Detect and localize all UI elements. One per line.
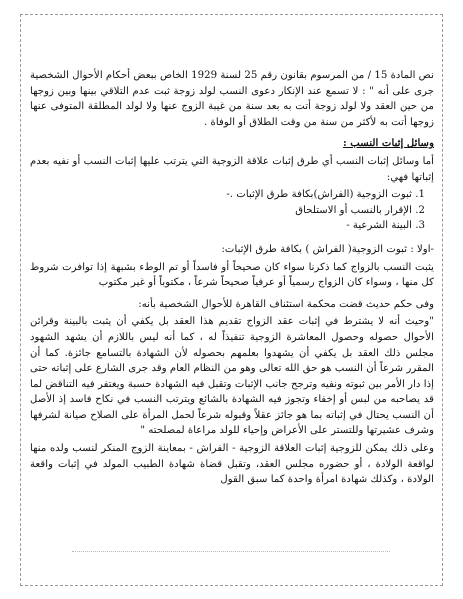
- footer-divider: [72, 551, 390, 552]
- means-item: 3. البينة الشرعية -: [30, 218, 412, 234]
- court-quote-paragraph: "وحيث أنه لا يشترط في إثبات عقد الزواج تقديم هذا العقد بل يكفي أن يثبت بالبينة وقرائن الأحوال حصوله وحصول المعاشرة الزوجية تنفيذاً له ، كما أنه ليس باللازم أن يشهد الشهود مجلس ذلك العقد بل يكفي أن يشهدوا بعلمهم بحصوله لأن الشهادة بالتسامع جائزة. كما أن المقرر شرعاً أن النسب هو حق الله تعالى وهو من النظام العام وقد جرى الشارع على إثباته حتى إذا دار الأمر بين ثبوته ونفيه وترجح جانب الإثبات وتقبل فيه الشهادة حسبة ويغتفر فيه التناقض لما قد يصاحبه من لبس أو إخفاء وتجوز فيه الشهادة بالشائع ويترتب النسب في نكاح فاسد إذ الأصل أن النسب يحتال في إثباته بما هو جائز عقلاً وقبوله شرعاً لحمل المرأة على الصلاح صيانة لشرفها وشرف عشيرتها وللتستر على الأعراض وإحياء للولد مراعاة لمصلحته ": [30, 316, 434, 437]
- means-item: 2. الإقرار بالنسب أو الاستلحاق: [30, 203, 412, 219]
- first-body-paragraph: يثبت النسب بالزواج كما ذكرنا سواء كان صحيحاً أو فاسداً أو تم الوطء بشبهة إذا توافرت شروط كل منها ، وسواء كان الزواج رسمياً أو عرفياً صحيحاً شرعاً ، مكتوباً أو غير مكتوب: [30, 261, 434, 289]
- intro-paragraph: نص المادة 15 / من المرسوم بقانون رقم 25 لسنة 1929 الخاص ببعض أحكام الأحوال الشخصية جرى على أنه " : لا تسمع عند الإنكار دعوى النسب لولد زوجة ثبت عدم التلاقي بينها وبين زوجها من حين العقد ولا لولد زوجة أتت به بعد سنة من غيبة الزوج عنها ولا لولد المطلقة المتوفى عنها زوجها أتت به لأكثر من سنة من وقت الطلاق أو الوفاة .: [30, 70, 434, 128]
- first-subheading: -اولا : ثبوت الزوجية( الفراش ) بكافة طرق الإثبات:: [221, 243, 434, 255]
- document-body: [30, 68, 434, 490]
- closing-paragraph: وعلى ذلك يمكن للزوجية إثبات العلاقة الزوجية - الفراش - بمعاينة الزوج المنكر لنسب ولده منها لواقعة الولادة ، أو حضوره مجلس العقد، وتقبل قضاة شهادة الطبيب المولد في إثبات واقعة الولادة ، وكذلك شهادة امرأة واحدة كما سبق القول: [30, 443, 434, 486]
- means-list: [30, 187, 434, 234]
- means-item: 1. ثبوت الزوجية (الفراش)بكافة طرق الإثبات .-: [30, 187, 412, 203]
- section-heading: وسائل إثبات النسب :: [342, 137, 434, 150]
- means-intro-paragraph: أما وسائل إثبات النسب أي طرق إثبات علاقة الزوجية التي يترتب عليها إثبات النسب أو نفيه بعدم إثباتها فهي:: [30, 155, 434, 183]
- court-intro-paragraph: وفى حكم حديث قضت محكمة استئناف القاهرة للأحوال الشخصية بأنه:: [138, 298, 434, 310]
